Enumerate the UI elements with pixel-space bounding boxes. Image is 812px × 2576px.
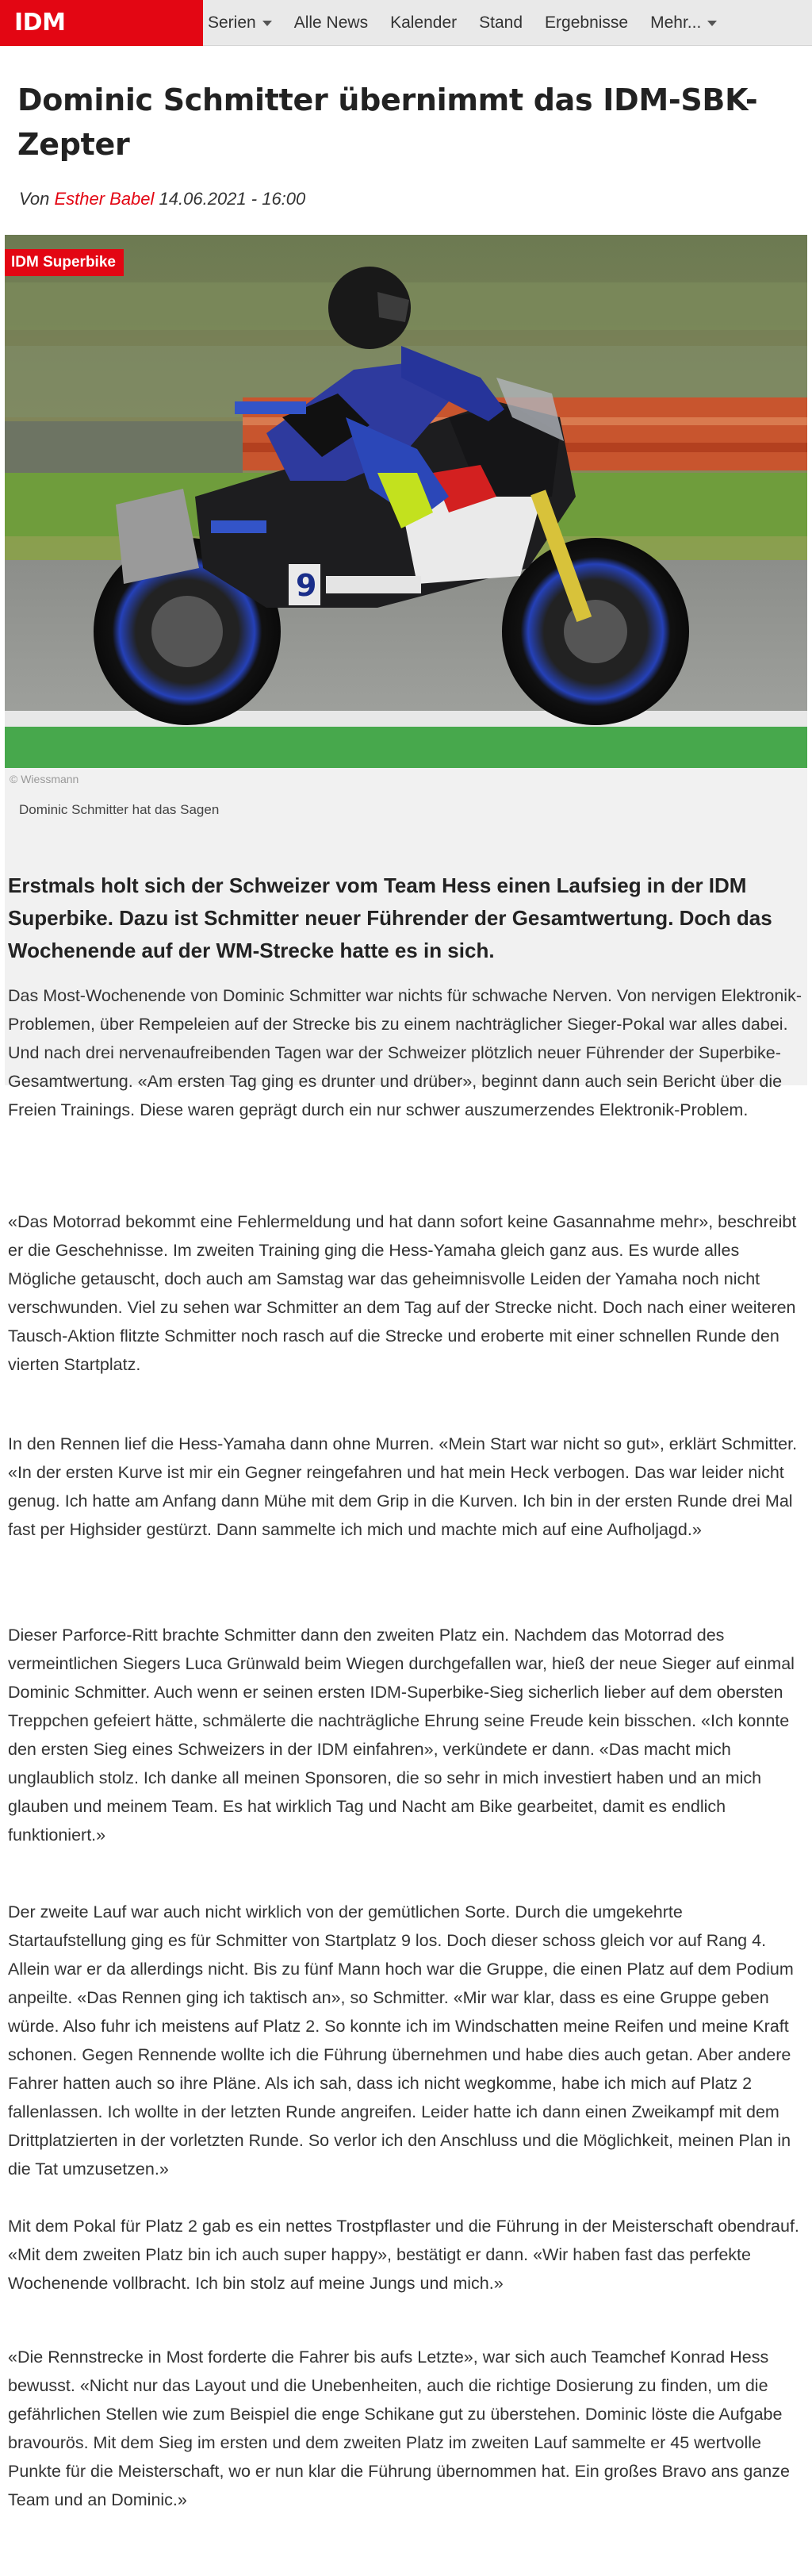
- nav-item-serien[interactable]: [208, 13, 272, 33]
- image-caption: Dominic Schmitter hat das Sagen: [19, 802, 220, 817]
- nav-item-kalender[interactable]: [390, 13, 457, 33]
- article-paragraph: Der zweite Lauf war auch nicht wirklich von der gemütlichen Sorte. Durch die umgekehrte Startaufstellung ging es für Schmitter von Startplatz 9 los. Doch dieser schoss gleich vor auf Rang 4. Allein war er da allerdings nicht. Bis zu fünf Mann hoch war die Gruppe, die einen Platz auf dem Podium anpeilte. «Das Rennen ging ich taktisch an», so Schmitter. «Mir war klar, dass es eine Gruppe geben würde. Also fuhr ich meistens auf Platz 2. So konnte ich im Windschatten meine Reifen und meine Kraft schonen. Gegen Rennende wollte ich die Führung übernehmen und habe dies auch getan. Aber andere Fahrer hatten auch so ihre Pläne. Als ich sah, dass ich nicht wegkomme, habe ich mich auf Platz 2 fallenlassen. Ich wollte in der letzten Runde angreifen. Leider hatte ich dann einen Zweikampf mit dem Drittplatzierten in der vorletzten Runde. So verlor ich den Anschluss und die Möglichkeit, meinen Plan in die Tat umzusetzen.»: [8, 1902, 794, 2179]
- nav-item-label: Kalender: [390, 13, 458, 32]
- publish-date: 14.06.2021 - 16:00: [159, 189, 306, 209]
- article-paragraph: Dieser Parforce-Ritt brachte Schmitter dann den zweiten Platz ein. Nachdem das Motorrad des vermeintlichen Siegers Luca Grünwald beim Wiegen durchgefallen war, hieß der neue Sieger auf einmal Dominic Schmitter. Auch wenn er seinen ersten IDM-Superbike-Sieg sicherlich lieber auf dem obersten Treppchen gefeiert hätte, schmälerte die nachträgliche Ehrung seine Freude kein bisschen. «Ich konnte den ersten Sieg eines Schweizers in der IDM einfahren», verkündete er dann. «Das macht mich unglaublich stolz. Ich danke all meinen Sponsoren, die so sehr in mich investiert haben und an mich glauben und meinem Team. Es hat wirklich Tag und Nacht am Bike gearbeitet, damit es endlich funktioniert.»: [8, 1626, 795, 1845]
- article-paragraph: In den Rennen lief die Hess-Yamaha dann ohne Murren. «Mein Start war nicht so gut», erklärt Schmitter. «In der ersten Kurve ist mir ein Gegner reingefahren und hat mein Heck verbogen. Das war leider nicht genug. Ich hatte am Anfang dann Mühe mit dem Grip in die Kurven. Ich bin in der ersten Runde drei Mal fast per Highsider gestürzt. Dann sammelte ich mich und machte mich auf eine Aufholjagd.»: [8, 1434, 798, 1539]
- site-logo[interactable]: IDM Superbike: [0, 0, 203, 46]
- chevron-down-icon: [262, 21, 272, 26]
- article-paragraph: «Die Rennstrecke in Most forderte die Fahrer bis aufs Letzte», war sich auch Teamchef Konrad Hess bewusst. «Nicht nur das Layout und die Unebenheiten, auch die richtige Dosierung zu finden, um die gefährlichen Stellen wie zum Beispiel die enge Schikane gut zu überstehen. Dominic löste die Aufgabe bravourös. Mit dem Sieg im ersten und dem zweiten Platz im zweiten Lauf sammelte er 45 wertvolle Punkte für die Meisterschaft, wo er nun klar die Führung übernommen hat. Ein großes Bravo ans ganze Team und an Dominic.»: [8, 2348, 790, 2509]
- byline: [19, 189, 305, 209]
- nav-item-label: Alle News: [293, 13, 369, 32]
- nav-item-alle-news[interactable]: [294, 13, 368, 33]
- nav-item-mehr[interactable]: [650, 13, 717, 33]
- article-paragraph: Mit dem Pokal für Platz 2 gab es ein nettes Trostpflaster und die Führung in der Meisterschaft obendrauf. «Mit dem zweiten Platz bin ich auch super happy», bestätigt er dann. «Wir haben fast das perfekte Wochenende vollbracht. Ich bin stolz auf meine Jungs und mich.»: [8, 2217, 799, 2293]
- article-title: Dominic Schmitter übernimmt das IDM-SBK-Zepter: [17, 83, 758, 162]
- top-navigation: [0, 0, 812, 83]
- nav-item-label: Stand: [479, 13, 523, 32]
- nav-item-label: Mehr...: [650, 13, 702, 32]
- article-paragraph: «Das Motorrad bekommt eine Fehlermeldung und hat dann sofort keine Gasannahme mehr», beschreibt er die Geschehnisse. Im zweiten Training ging die Hess-Yamaha gleich ganz aus. Es wurde alles Mögliche getauscht, doch auch am Samstag war das geheimnisvolle Leiden der Yamaha noch nicht verschwunden. Viel zu sehen war Schmitter an dem Tag auf der Strecke nicht. Doch nach einer weiteren Tausch-Aktion flitzte Schmitter noch rasch auf die Strecke und eroberte mit einer schnellen Runde den vierten Startplatz.: [8, 1212, 797, 1374]
- chevron-down-icon: [707, 21, 717, 26]
- photo-credit: © Wiessmann: [10, 773, 79, 785]
- motorcycle-photo: [5, 235, 807, 768]
- nav-item-label: Serien: [208, 13, 256, 32]
- nav-item-label: Ergebnisse: [545, 13, 629, 32]
- hero-image: [5, 235, 807, 768]
- article-lead: Erstmals holt sich der Schweizer vom Team Hess einen Laufsieg in der IDM Superbike. Dazu ist Schmitter neuer Führender der Gesamtwertung. Doch das Wochenende auf der WM-Strecke hatte es in sich.: [8, 873, 772, 962]
- article-paragraph: Das Most-Wochenende von Dominic Schmitter war nichts für schwache Nerven. Von nervigen Elektronik-Problemen, über Rempeleien auf der Strecke bis zu einem nachträglicher Sieger-Pokal war alles dabei. Und nach drei nervenaufreibenden Tagen war der Schweizer plötzlich neuer Führender der Superbike-Gesamtwertung. «Am ersten Tag ging es drunter und drüber», beginnt dann auch sein Bericht über die Freien Trainings. Diese waren geprägt durch ein nur schwer auszumerzendes Elektronik-Problem.: [8, 986, 802, 1119]
- nav-item-ergebnisse[interactable]: [545, 13, 628, 33]
- byline-prefix: Von: [19, 189, 50, 209]
- bike-number-text: 9: [296, 568, 317, 603]
- nav-item-stand[interactable]: [479, 13, 523, 33]
- category-badge[interactable]: IDM Superbike: [5, 249, 124, 276]
- author-link[interactable]: Esther Babel: [54, 189, 155, 209]
- nav-menu: [208, 0, 739, 46]
